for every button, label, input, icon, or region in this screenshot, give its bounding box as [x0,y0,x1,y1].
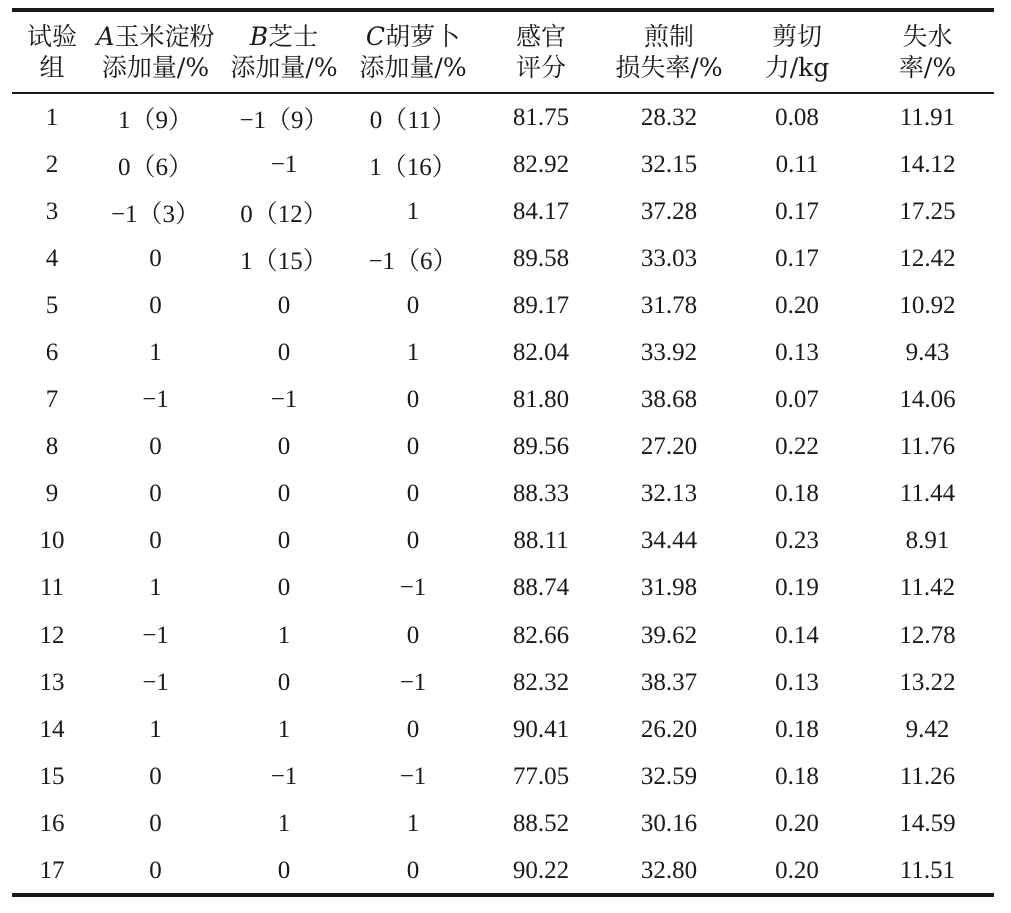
cell-factor-b: −1 [270,386,298,414]
cell-factor-b: 0 [277,857,291,885]
cell-factor-a: 0 [149,480,162,508]
cell-water-loss: 9.42 [905,715,950,743]
cell-shear-force: 0.19 [775,574,819,602]
cell-sensory-score: 89.58 [512,244,570,272]
factor-label: C [365,22,386,51]
cell-group: 10 [39,527,65,555]
header-line: 试验 [26,22,77,51]
cell-sensory-score: 81.75 [512,103,570,131]
header-line: 失水 [902,22,953,51]
cell-factor-a: 0 [149,857,162,885]
cell-water-loss: 12.42 [899,244,956,272]
header-line: 评分 [515,53,566,82]
cell-sensory-score: 88.33 [512,480,570,508]
table-row [12,235,994,282]
table-row [12,377,994,424]
cell-factor-b: 0 [277,668,291,696]
cell-sensory-score: 90.22 [512,857,570,885]
cell-group: 3 [45,197,59,225]
cell-water-loss: 11.91 [899,103,956,131]
cell-factor-a: −1 [142,621,169,649]
cell-cooking-loss: 32.59 [640,762,698,790]
header-line: 添加量/% [230,53,338,82]
table-row [12,659,994,706]
cell-shear-force: 0.18 [775,480,819,508]
cell-factor-a: 0 [149,527,162,555]
cell-sensory-score: 82.66 [512,621,570,649]
header-line: 感官 [515,22,566,51]
cell-group: 15 [39,762,65,790]
cell-sensory-score: 81.80 [512,386,570,414]
cell-water-loss: 14.06 [899,386,956,414]
cell-group: 17 [39,857,65,885]
cell-cooking-loss: 28.32 [640,103,698,131]
cell-cooking-loss: 32.13 [640,480,698,508]
cell-factor-a: −1 [142,668,169,696]
cell-factor-c: −1 [399,574,427,602]
cell-group: 5 [45,291,59,319]
cell-group: 12 [39,621,65,649]
cell-cooking-loss: 30.16 [640,809,698,837]
cell-cooking-loss: 31.98 [640,574,698,602]
cell-factor-c: 0 [406,433,420,461]
cell-factor-b: 0 [277,574,291,602]
cell-water-loss: 10.92 [899,291,956,319]
cell-shear-force: 0.20 [775,809,819,837]
cell-group: 2 [45,150,59,178]
cell-sensory-score: 82.04 [512,339,570,367]
cell-factor-b: 1 [277,715,291,743]
table-row [12,612,994,659]
factor-label: A [96,22,115,51]
cell-sensory-score: 82.92 [512,150,570,178]
cell-factor-c: 0（11） [369,106,457,134]
table-row [12,141,994,188]
table-row [12,565,994,612]
cell-factor-c: 1（16） [369,153,457,181]
cell-factor-b: 0 [277,527,291,555]
cell-factor-b: 0 [277,480,291,508]
cell-group: 11 [39,574,65,602]
table-row [12,92,994,141]
cell-group: 6 [45,339,59,367]
table-row [12,518,994,565]
cell-factor-b: 1 [277,621,291,649]
col-header-water-loss [861,12,994,92]
cell-factor-b: 0 [277,339,291,367]
cell-shear-force: 0.08 [775,103,819,131]
cell-factor-a: 0 [149,244,162,272]
cell-water-loss: 8.91 [905,527,950,555]
cell-cooking-loss: 32.15 [640,150,698,178]
cell-cooking-loss: 39.62 [640,621,698,649]
cell-factor-a: 1（9） [117,106,193,134]
cell-sensory-score: 77.05 [512,762,570,790]
cell-factor-b: 0 [277,291,291,319]
header-line: 添加量/% [101,53,210,82]
cell-factor-a: 0 [149,291,162,319]
cell-water-loss: 14.12 [899,150,956,178]
table-row [12,706,994,753]
cell-cooking-loss: 26.20 [640,715,698,743]
cell-cooking-loss: 32.80 [640,857,698,885]
cell-water-loss: 14.59 [899,809,956,837]
cell-shear-force: 0.11 [775,150,819,178]
cell-shear-force: 0.18 [775,762,819,790]
cell-shear-force: 0.18 [775,715,819,743]
header-line: 芝士 [268,22,319,51]
header-line: 玉米淀粉 [114,22,215,51]
cell-factor-c: −1 [399,668,427,696]
cell-factor-b: −1（9） [239,106,329,134]
cell-factor-b: 0（12） [240,200,328,228]
cell-group: 13 [39,668,65,696]
table-body [12,92,994,895]
cell-group: 16 [39,809,65,837]
results-table [12,12,994,895]
cell-factor-c: 0 [406,621,420,649]
header-line: 胡萝卜 [385,22,461,51]
cell-cooking-loss: 33.92 [640,339,698,367]
cell-factor-a: 0 [149,433,162,461]
cell-water-loss: 13.22 [899,668,956,696]
cell-factor-c: −1（6） [368,247,458,275]
cell-sensory-score: 88.11 [513,527,569,555]
header-line: 添加量/% [359,53,467,82]
cell-cooking-loss: 38.68 [640,386,698,414]
cell-sensory-score: 84.17 [512,197,570,225]
cell-cooking-loss: 27.20 [640,433,698,461]
col-header-factor-c [349,12,477,92]
cell-factor-c: 0 [406,291,420,319]
cell-factor-b: −1 [270,150,298,178]
cell-sensory-score: 89.17 [512,291,570,319]
col-header-cooking-loss [605,12,733,92]
col-header-factor-b [219,12,349,92]
cell-shear-force: 0.20 [775,857,819,885]
table-row [12,424,994,471]
cell-shear-force: 0.20 [775,291,819,319]
table-row [12,329,994,376]
table-row [12,753,994,800]
cell-sensory-score: 82.32 [512,668,570,696]
cell-sensory-score: 88.52 [512,809,570,837]
cell-water-loss: 11.76 [899,433,956,461]
cell-shear-force: 0.23 [775,527,819,555]
cell-shear-force: 0.14 [775,621,819,649]
cell-cooking-loss: 38.37 [640,668,698,696]
cell-factor-c: −1 [399,762,427,790]
header-line: 率/% [898,53,957,82]
cell-shear-force: 0.17 [775,244,819,272]
col-header-sensory-score [477,12,605,92]
cell-factor-c: 0 [406,527,420,555]
cell-group: 8 [45,433,59,461]
cell-factor-c: 0 [406,857,420,885]
table-row [12,800,994,847]
cell-shear-force: 0.13 [775,339,819,367]
cell-cooking-loss: 33.03 [640,244,698,272]
cell-factor-c: 1 [406,339,420,367]
cell-shear-force: 0.17 [775,197,819,225]
cell-water-loss: 11.42 [899,574,956,602]
cell-factor-c: 1 [406,197,420,225]
header-line: 煎制 [643,22,694,51]
cell-factor-a: 0 [149,762,162,790]
cell-cooking-loss: 34.44 [640,527,698,555]
cell-shear-force: 0.07 [775,386,819,414]
cell-factor-b: 1（15） [240,247,328,275]
cell-water-loss: 11.44 [899,480,956,508]
cell-factor-c: 0 [406,715,420,743]
cell-factor-b: −1 [270,762,298,790]
table-row [12,282,994,329]
cell-water-loss: 11.26 [899,762,956,790]
cell-factor-b: 0 [277,433,291,461]
col-header-group [12,12,92,92]
col-header-factor-a [92,12,219,92]
cell-factor-a: 1 [149,339,162,367]
cell-group: 1 [45,103,59,131]
cell-factor-c: 1 [406,809,420,837]
col-header-shear-force [733,12,861,92]
header-row [12,12,994,92]
cell-group: 7 [45,386,59,414]
cell-cooking-loss: 37.28 [640,197,698,225]
cell-factor-a: 0（6） [117,153,193,181]
cell-factor-c: 0 [406,480,420,508]
factor-label: B [249,22,269,51]
header-line: 剪切 [771,22,822,51]
cell-shear-force: 0.13 [775,668,819,696]
cell-factor-a: 1 [149,715,162,743]
table-row [12,188,994,235]
table-row [12,848,994,895]
cell-group: 9 [45,480,59,508]
cell-water-loss: 17.25 [899,197,956,225]
cell-water-loss: 9.43 [905,339,950,367]
cell-factor-c: 0 [406,386,420,414]
header-line: 力/kg [764,53,830,82]
cell-cooking-loss: 31.78 [640,291,698,319]
cell-water-loss: 12.78 [899,621,956,649]
cell-sensory-score: 88.74 [512,574,570,602]
cell-factor-a: −1（3） [110,200,201,228]
cell-group: 4 [45,244,59,272]
cell-sensory-score: 89.56 [512,433,570,461]
cell-shear-force: 0.22 [775,433,819,461]
cell-sensory-score: 90.41 [512,715,570,743]
cell-factor-a: −1 [142,386,169,414]
header-line: 损失率/% [615,53,723,82]
cell-factor-a: 0 [149,809,162,837]
cell-water-loss: 11.51 [899,857,956,885]
header-line: 组 [39,53,65,82]
table-row [12,471,994,518]
cell-factor-b: 1 [277,809,291,837]
cell-group: 14 [39,715,65,743]
cell-factor-a: 1 [149,574,162,602]
